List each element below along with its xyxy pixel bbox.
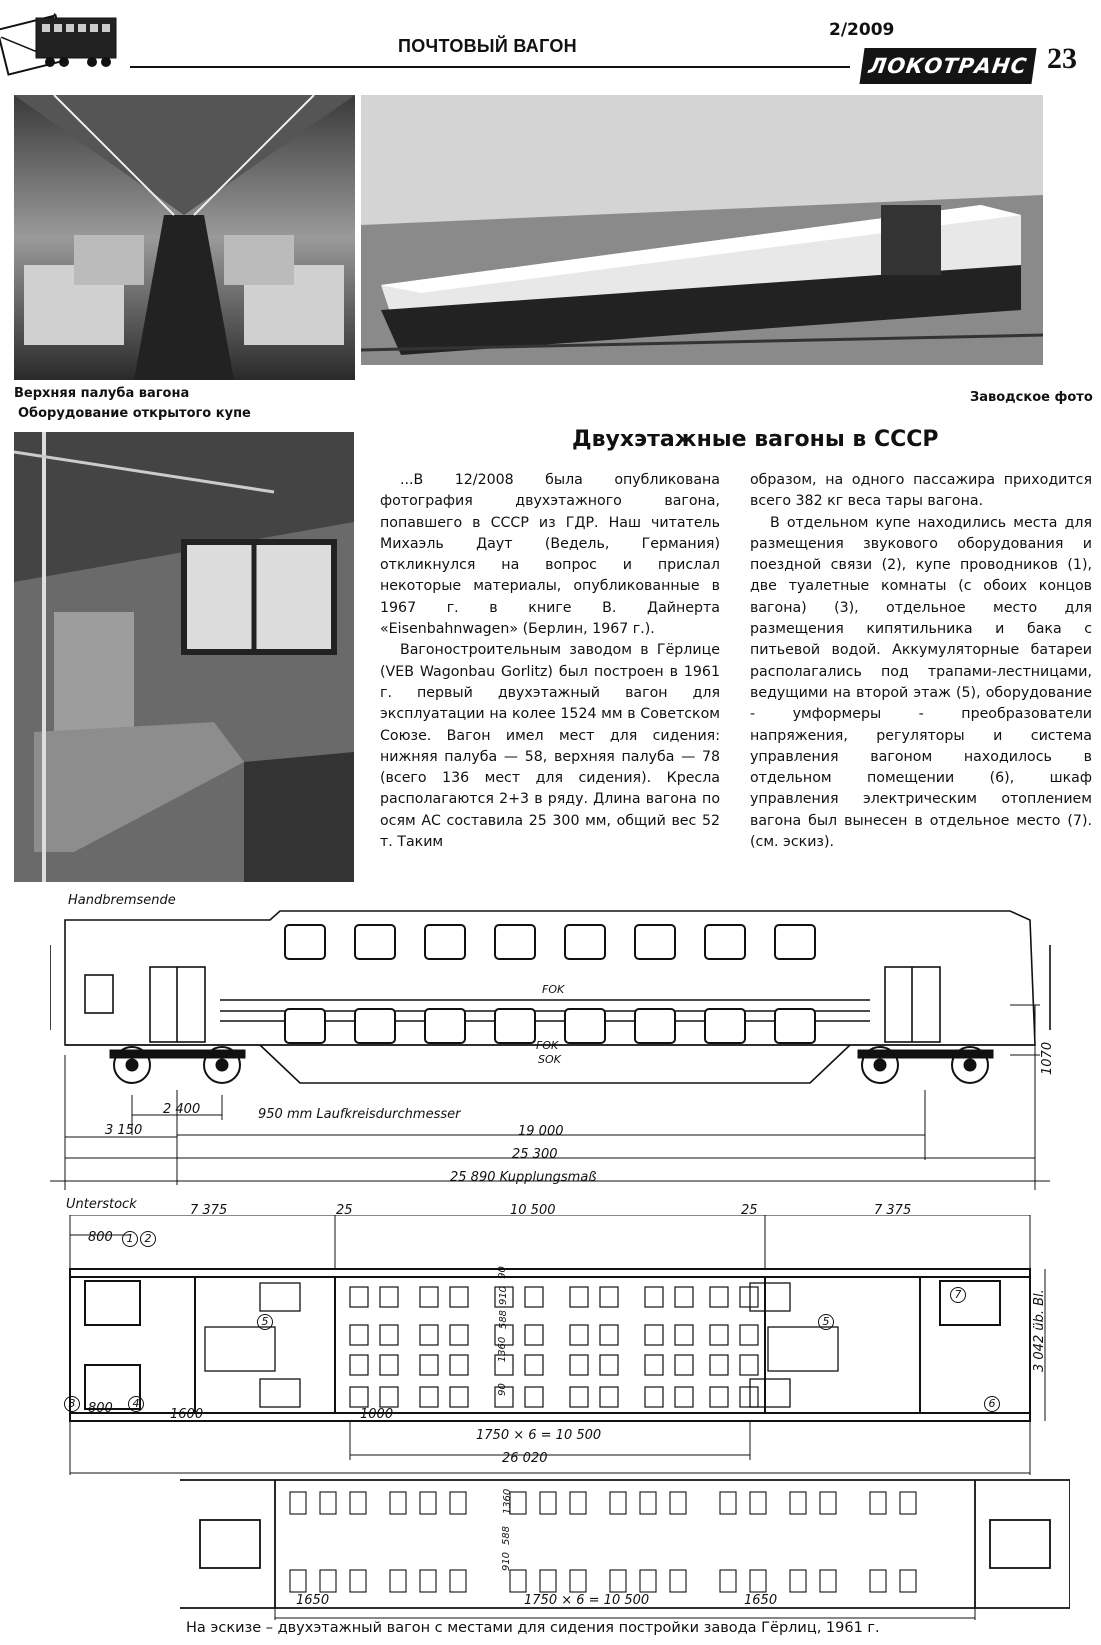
article-paragraph: В отдельном купе находились места для размещения звукового оборудования и поездной связи (2), купе проводников (1), две туалетные комнаты (с обоих концов вагона) (3), отдельное место для размещения кипятильника и бака с питьевой водой. Аккумуляторные батареи располагались под трапами-лестницами, ведущими на второй этаж (5), оборудование - умформеры - преобразователи напряжения, регуляторы и система управления вагоном находилось в отдельном помещении (6), шкаф управления электрическим отоплением вагона был вынесен в отдельное место (7). (см. эскиз).: [750, 514, 1092, 851]
marker-5-right: 5: [818, 1314, 834, 1330]
article-paragraph: ...В 12/2008 была опубликована фотография двухэтажного вагона, попавшего в СССР из ГДР. Наш читатель Михаэль Даут (Ведель, Германия) откликнулся на вопрос и прислал некоторые материалы, опубликованные в 1967 г. в книге В. Дайнерта «Eisenbahnwagen» (Берлин, 1967 г.).: [380, 472, 720, 638]
sok-label: SOK: [538, 1053, 561, 1066]
corner-icon: [0, 0, 120, 92]
dim-seat-pitch: 1750 × 6 = 10 500: [476, 1428, 602, 1443]
marker-3: 3: [64, 1396, 80, 1412]
seat-dim-1360: 1360: [497, 1336, 509, 1363]
fok-upper-label: FOK: [542, 983, 565, 996]
factory-photo: [361, 95, 1043, 365]
page-number: 23: [1047, 42, 1077, 75]
article-paragraph: образом, на одного пассажира приходится всего 382 кг веса тары вагона.: [750, 472, 1092, 510]
lower-deck-label: Unterstock: [66, 1197, 137, 1212]
seat-dim-910: 910: [498, 1285, 510, 1306]
dim-800-bottom: 800: [88, 1401, 113, 1416]
marker-1: 1: [122, 1231, 138, 1247]
dim-25-right: 25: [741, 1203, 758, 1218]
width-dimension: 3 042 üb. Bl.: [1032, 1289, 1047, 1372]
article-column-1: [380, 470, 720, 853]
upper-deck-caption: Верхняя палуба вагона: [14, 386, 190, 401]
open-compartment-caption: Оборудование открытого купе: [18, 406, 251, 421]
drawing-caption: На эскизе – двухэтажный вагон с местами для сидения постройки завода Гёрлиц, 1961 г.: [186, 1620, 880, 1636]
dim-800-top: 800: [88, 1230, 113, 1245]
bogie-wheelbase-dimension: 2 400: [163, 1102, 201, 1117]
marker-2: 2: [140, 1231, 156, 1247]
seat-dim-588: 588: [498, 1309, 510, 1330]
upper-dim-1650-right: 1650: [744, 1593, 778, 1608]
issue-number: 2/2009: [829, 20, 895, 40]
envelope-and-mail-car-icon: [0, 0, 120, 92]
length-over-axes-dimension: 25 300: [512, 1147, 558, 1162]
seat-dim-90-top: 90: [496, 1266, 508, 1279]
upper-seat-dim-1360: 1360: [502, 1488, 514, 1515]
upper-seat-dim-910: 910: [501, 1551, 513, 1572]
upper-dim-seat-pitch: 1750 × 6 = 10 500: [524, 1593, 650, 1608]
handbrake-label: Handbremsende: [68, 893, 176, 908]
lower-deck-seats: [350, 1287, 758, 1407]
marker-5-left: 5: [257, 1314, 273, 1330]
dim-left-7375: 7 375: [190, 1203, 228, 1218]
dim-right-7375: 7 375: [874, 1203, 912, 1218]
marker-7: 7: [950, 1287, 966, 1303]
wheel-diameter-note: 950 mm Laufkreisdurchmesser: [258, 1107, 461, 1122]
fok-lower-label: FOK: [536, 1039, 559, 1052]
dim-1000: 1000: [360, 1407, 394, 1422]
dim-total-26020: 26 020: [502, 1451, 548, 1466]
factory-photo-caption: Заводское фото: [970, 390, 1093, 405]
bogie-centres-dimension: 19 000: [518, 1124, 564, 1139]
marker-6: 6: [984, 1396, 1000, 1412]
magazine-logo: ЛОКОТРАНС: [859, 48, 1036, 84]
height-dimension: 1070: [1040, 1041, 1055, 1075]
article-column-2: [750, 470, 1092, 853]
dim-center-10500: 10 500: [510, 1203, 556, 1218]
dim-1600: 1600: [170, 1407, 204, 1422]
open-compartment-photo: [14, 432, 354, 882]
marker-4: 4: [128, 1396, 144, 1412]
header-rule: [130, 66, 850, 68]
upper-deck-seats: [290, 1492, 916, 1592]
coupling-length-dimension: 25 890 Kupplungsmaß: [450, 1170, 597, 1185]
upper-dim-1650-left: 1650: [296, 1593, 330, 1608]
article-paragraph: Вагоностроительным заводом в Гёрлице (VEB Wagonbau Gorlitz) был построен в 1961 г. первый двухэтажный вагон для эксплуатации на колее 1524 мм в Советском Союзе. Вагон имел мест для сидения: нижняя палуба — 58, верхняя палуба — 78 (всего 136 мест для сидения). Кресла располагаются 2+3 в ряду. Длина вагона по осям АС составила 25 300 мм, общий вес 52 т. Таким: [380, 642, 720, 851]
dim-25-left: 25: [336, 1203, 353, 1218]
upper-seat-dim-588: 588: [501, 1525, 513, 1546]
seat-dim-90-bottom: 90: [496, 1383, 508, 1396]
article-title: Двухэтажные вагоны в СССР: [572, 427, 939, 452]
upper-deck-photo: [14, 95, 355, 380]
overhang-dimension: 3 150: [105, 1123, 143, 1138]
section-title: ПОЧТОВЫЙ ВАГОН: [398, 36, 577, 56]
